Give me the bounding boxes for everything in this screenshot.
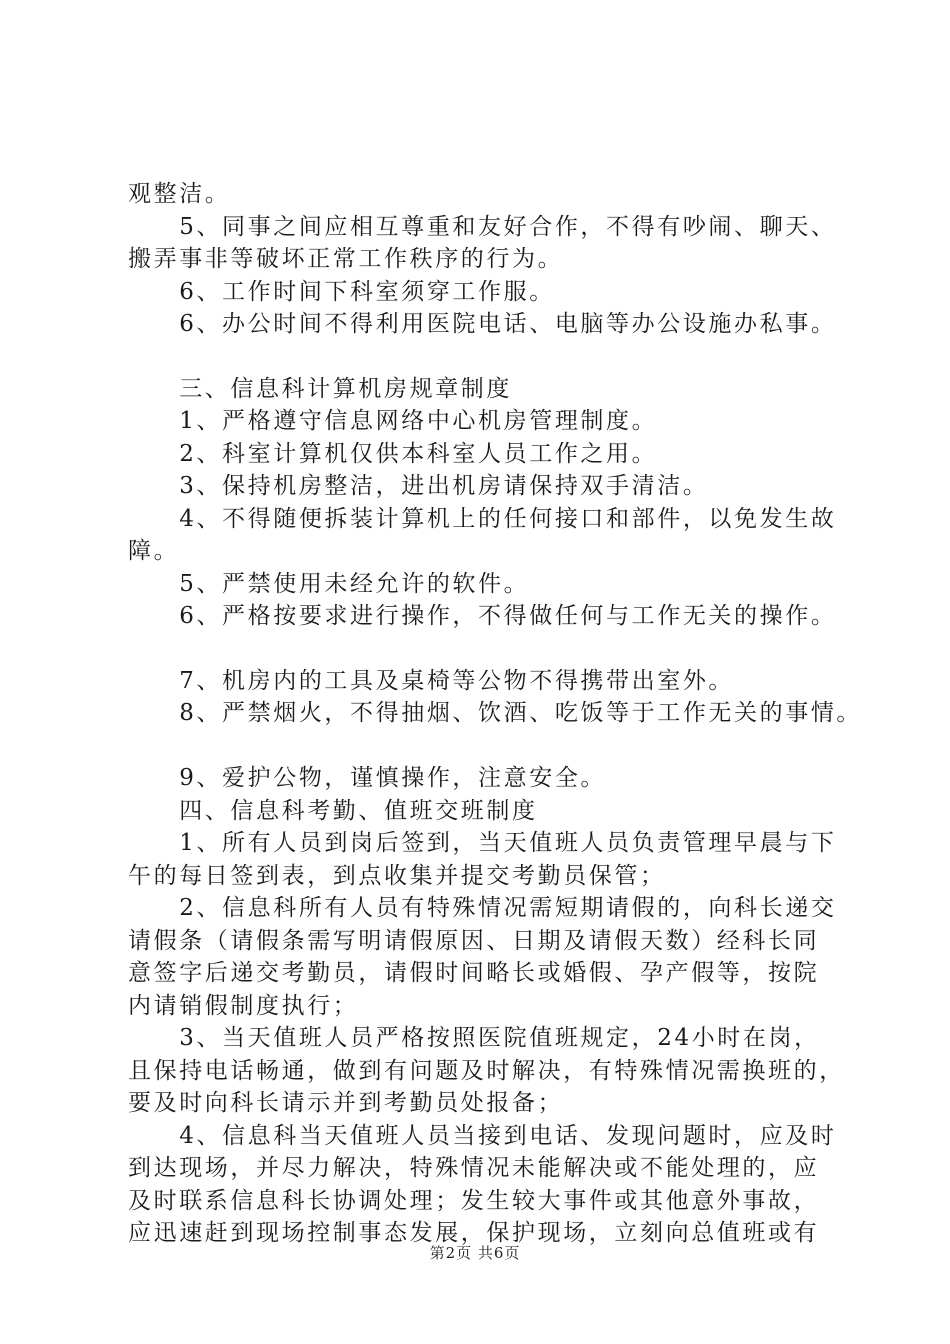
text-line: 请假条（请假条需写明请假原因、日期及请假天数）经科长同 [128,928,820,954]
text-line: 9、爱护公物，谨慎操作，注意安全。 [128,765,607,791]
text-line: 8、严禁烟火，不得抽烟、饮酒、吃饭等于工作无关的事情。 [128,700,863,726]
text-line: 意签字后递交考勤员，请假时间略长或婚假、孕产假等，按院 [128,960,820,986]
text-line: 3、保持机房整洁，进出机房请保持双手清洁。 [128,473,709,499]
text-line: 5、同事之间应相互尊重和友好合作，不得有吵闹、聊天、 [128,214,837,240]
text-line: 观整洁。 [128,181,231,207]
text-line: 6、工作时间下科室须穿工作服。 [128,279,555,305]
text-line: 1、严格遵守信息网络中心机房管理制度。 [128,408,658,434]
text-line: 内请销假制度执行； [128,993,359,1019]
text-line: 7、机房内的工具及桌椅等公物不得携带出室外。 [128,668,735,694]
page-number-footer: 第2页 共6页 [429,1244,521,1262]
text-line: 3、当天值班人员严格按照医院值班规定，24小时在岗， [128,1025,820,1051]
text-line: 4、信息科当天值班人员当接到电话、发现问题时，应及时 [128,1123,837,1149]
text-line: 及时联系信息科长协调处理；发生较大事件或其他意外事故， [128,1188,820,1214]
text-line: 障。 [128,538,180,564]
text-line: 应迅速赶到现场控制事态发展，保护现场，立刻向总值班或有 [128,1220,820,1246]
section-heading: 三、信息科计算机房规章制度 [128,376,512,402]
text-line: 6、严格按要求进行操作，不得做任何与工作无关的操作。 [128,603,837,629]
text-line: 且保持电话畅通，做到有问题及时解决，有特殊情况需换班的， [128,1058,845,1084]
text-line: 要及时向科长请示并到考勤员处报备； [128,1090,564,1116]
section-heading: 四、信息科考勤、值班交班制度 [128,798,538,824]
text-line: 午的每日签到表，到点收集并提交考勤员保管； [128,863,666,889]
text-line: 6、办公时间不得利用医院电话、电脑等办公设施办私事。 [128,311,837,337]
text-line: 1、所有人员到岗后签到，当天值班人员负责管理早晨与下 [128,830,837,856]
text-line: 4、不得随便拆装计算机上的任何接口和部件，以免发生故 [128,506,837,532]
text-line: 到达现场，并尽力解决，特殊情况未能解决或不能处理的，应 [128,1155,820,1181]
text-line: 5、严禁使用未经允许的软件。 [128,571,530,597]
text-line: 搬弄事非等破坏正常工作秩序的行为。 [128,246,564,272]
text-line: 2、科室计算机仅供本科室人员工作之用。 [128,441,658,467]
text-line: 2、信息科所有人员有特殊情况需短期请假的，向科长递交 [128,895,837,921]
